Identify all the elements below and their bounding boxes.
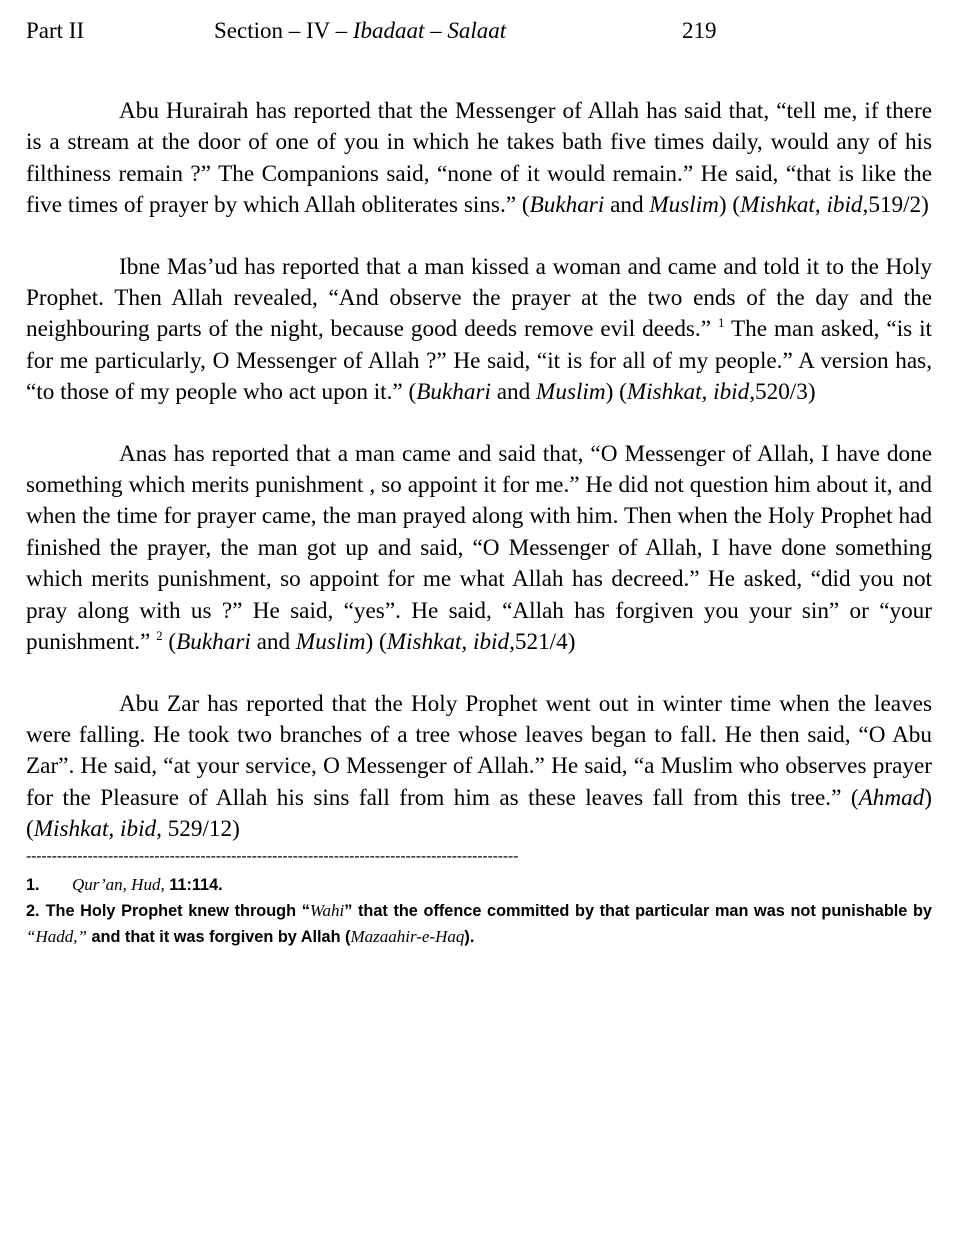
ref-muslim: Muslim	[295, 629, 366, 656]
ref-mid: ) (	[605, 379, 627, 406]
footnote-2	[26, 898, 932, 950]
paragraph-text-cont: The man asked, “is it for me particularly, O Messenger of Allah ?” He said, “it is for all of my people.” A version has, “to those of my people who act upon it.”	[26, 316, 932, 406]
ref-muslim: Muslim	[536, 379, 606, 406]
ref-number: 520/3)	[755, 379, 816, 406]
footnote-text: ).	[464, 927, 475, 946]
ref-open: (	[521, 192, 530, 219]
footnote-wahi: Wahi	[309, 900, 345, 920]
footnote-1	[26, 872, 932, 898]
ref-mid: ) (	[26, 784, 932, 843]
footnotes	[26, 872, 932, 950]
paragraph-text: Anas has reported that a man came and said that, “O Messenger of Allah, I have done something which merits punishment , so appoint it for me.” He did not question him about it, and when the time for prayer came, the man prayed along with him. Then when the Holy Prophet had finished the prayer, the man got up and said, “O Messenger of Allah, I have done something which merits punishment, so appoint for me what Allah has decreed.” He asked, “did you not pray along with us ?” He said, “yes”. He said, “Allah has forgiven you your sin” or “your punishment.”	[26, 440, 932, 656]
paragraph-text: Abu Zar has reported that the Holy Prophet went out in winter time when the leaves were falling. He took two branches of a tree whose leaves began to fall. He then said, “O Abu Zar”. He said, “at your service, O Messenger of Allah.” He said, “a Muslim who observes prayer for the Pleasure of Allah his sins fall from him as these leaves fall from this tree.”	[26, 690, 932, 811]
paragraph-text: Abu Hurairah has reported that the Messenger of Allah has said that, “tell me, if there is a stream at the door of one of you in which he takes bath five times daily, would any of his filthiness remain ?” The Companions said, “none of it would remain.” He said, “that is like the five times of prayer by which Allah obliterates sins.”	[26, 98, 932, 219]
header-part: Part II	[26, 18, 85, 43]
ref-mid: ) (	[718, 192, 741, 219]
ref-bukhari: Bukhari	[529, 192, 605, 219]
header-section-italic: Ibadaat – Salaat	[352, 18, 507, 43]
ref-mishkat: Mishkat, ibid,	[626, 379, 756, 406]
footnote-text: ” that the offence committed by that particular man was not punishable by	[344, 901, 932, 920]
ref-and: and	[250, 629, 296, 656]
ref-and: and	[490, 379, 537, 406]
footnote-mazaahir: Mazaahir-e-Haq	[350, 926, 465, 946]
footnote-text: and that it was forgiven by Allah (	[86, 927, 351, 946]
paragraph-1	[26, 96, 932, 222]
ref-open: (	[162, 629, 177, 656]
ref-open: (	[850, 784, 859, 811]
footnote-source-italic: Qur’an, Hud,	[72, 874, 165, 894]
ref-number: 529/12)	[161, 816, 240, 843]
ref-muslim: Muslim	[649, 192, 719, 219]
ref-number: 521/4)	[514, 629, 576, 656]
ref-number: 519/2)	[868, 192, 929, 219]
footnote-text: The Holy Prophet knew through “	[45, 901, 310, 920]
footnote-separator: ------------------------------------------------------------------------------------------------	[26, 847, 519, 865]
body-text	[26, 96, 932, 846]
footnote-number: 2.	[26, 901, 40, 920]
ref-mid: ) (	[365, 629, 387, 656]
footnote-hadd: “Hadd,”	[26, 926, 87, 946]
ref-ahmad: Ahmad	[858, 784, 925, 811]
ref-and: and	[604, 192, 650, 219]
ref-bukhari: Bukhari	[416, 379, 491, 406]
document-page	[26, 18, 932, 950]
footnote-source: 11:114.	[164, 875, 223, 894]
ref-mishkat: Mishkat, ibid,	[33, 816, 162, 843]
page-number: 219	[682, 18, 717, 43]
paragraph-text: Ibne Mas’ud has reported that a man kissed a woman and came and told it to the Holy Prophet. Then Allah revealed, “And observe the prayer at the two ends of the day and the neighbouring parts of the night, because good deeds remove evil deeds.”	[26, 253, 932, 343]
paragraph-3	[26, 439, 932, 659]
footnote-ref-2: 2	[156, 628, 163, 644]
page-header	[26, 18, 932, 52]
footnote-ref-1: 1	[717, 315, 725, 331]
header-section-prefix: Section – IV –	[214, 18, 353, 43]
paragraph-2	[26, 252, 932, 409]
header-section	[214, 18, 506, 44]
ref-open: (	[408, 379, 417, 406]
ref-mishkat: Mishkat, ibid,	[386, 629, 515, 656]
ref-bukhari: Bukhari	[176, 629, 251, 656]
paragraph-4	[26, 689, 932, 846]
footnote-number: 1.	[26, 875, 40, 894]
ref-mishkat: Mishkat, ibid,	[740, 192, 869, 219]
